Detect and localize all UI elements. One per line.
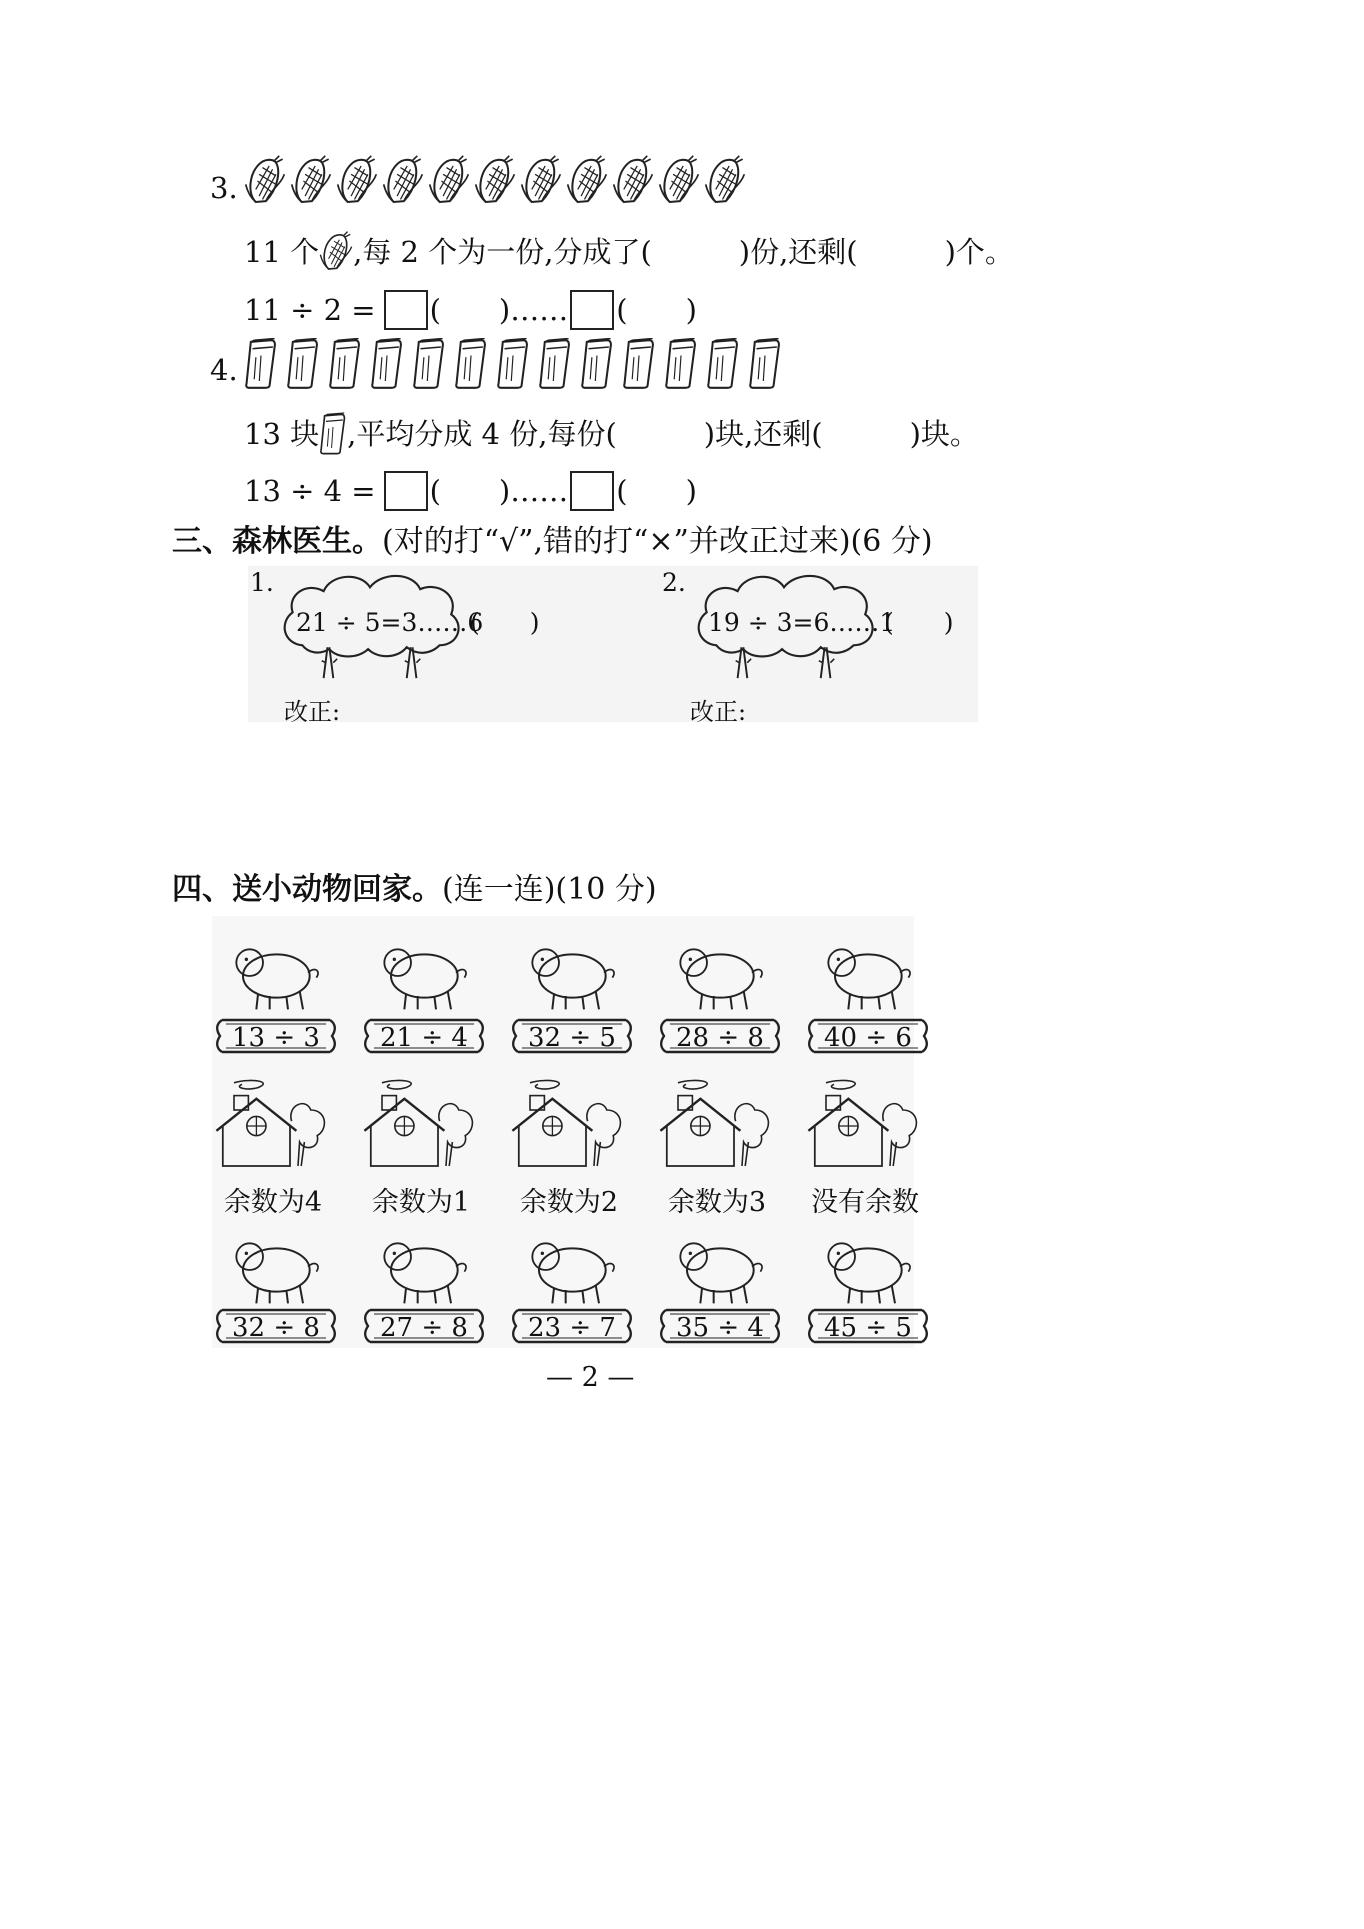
- expression-plaque[interactable]: [510, 1016, 634, 1056]
- equation: [244, 471, 697, 511]
- division-expression: 21 ÷ 5=3……6: [296, 608, 484, 637]
- house-icon: [654, 1078, 774, 1174]
- corn-icon: [612, 155, 654, 207]
- division-expression: 19 ÷ 3=6……1: [708, 608, 896, 637]
- division-expression: 27 ÷ 8: [380, 1313, 468, 1343]
- eraser-icon: [370, 338, 404, 390]
- question-number: 3.: [210, 171, 238, 205]
- corn-icon: [658, 155, 700, 207]
- expression-plaque[interactable]: [362, 1016, 486, 1056]
- division-expression: 21 ÷ 4: [380, 1023, 468, 1053]
- division-expression: 32 ÷ 5: [528, 1023, 616, 1053]
- corn-icon: [244, 155, 286, 207]
- judge-paren[interactable]: ( ): [884, 608, 954, 637]
- eraser-icon: [664, 338, 698, 390]
- equation: [244, 290, 697, 330]
- section-subtitle: (连一连)(10 分): [442, 872, 657, 907]
- house-label: 余数为1: [371, 1187, 471, 1218]
- eraser-icon: [244, 338, 278, 390]
- expression-plaque[interactable]: [658, 1306, 782, 1346]
- corn-icon: [520, 155, 562, 207]
- equation-left: 11 ÷ 2 =: [244, 292, 376, 327]
- eraser-icon: [580, 338, 614, 390]
- eraser-icon: [706, 338, 740, 390]
- eraser-icon: [622, 338, 656, 390]
- remainder-dots: ……: [510, 473, 569, 508]
- section-title: 四、送小动物回家。: [172, 872, 442, 907]
- question-text-post: ,每 2 个为一份,分成了( )份,还剩( )个。: [353, 234, 1014, 269]
- house-icon: [210, 1078, 330, 1174]
- division-expression: 13 ÷ 3: [232, 1023, 320, 1053]
- section-subtitle: (对的打“√”,错的打“×”并改正过来)(6 分): [382, 524, 933, 559]
- horse-icon: [672, 1222, 772, 1308]
- corn-icon: [566, 155, 608, 207]
- correction-label: 改正:: [690, 698, 747, 726]
- division-expression: 23 ÷ 7: [528, 1313, 616, 1343]
- expression-plaque[interactable]: [510, 1306, 634, 1346]
- monkey-icon: [672, 928, 772, 1014]
- corn-icon: [428, 155, 470, 207]
- item-number: 2.: [662, 568, 686, 597]
- remainder-box[interactable]: [570, 290, 614, 330]
- house-icon: [802, 1078, 922, 1174]
- deer-icon: [820, 928, 920, 1014]
- judge-paren[interactable]: ( ): [470, 608, 540, 637]
- division-expression: 35 ÷ 4: [676, 1313, 764, 1343]
- question-text: [244, 411, 979, 457]
- house-icon: [358, 1078, 478, 1174]
- remainder-unit: ( ): [616, 292, 697, 327]
- remainder-unit: ( ): [616, 473, 697, 508]
- expression-plaque[interactable]: [214, 1016, 338, 1056]
- division-expression: 32 ÷ 8: [232, 1313, 320, 1343]
- question-text-post: ,平均分成 4 份,每份( )块,还剩( )块。: [347, 416, 979, 451]
- corn-row: [244, 155, 750, 207]
- house-icon: [506, 1078, 626, 1174]
- section-title: 三、森林医生。: [172, 524, 382, 559]
- corn-icon: [319, 230, 353, 274]
- eraser-icon: [319, 411, 347, 457]
- section-heading: [172, 524, 933, 559]
- division-expression: 45 ÷ 5: [824, 1313, 912, 1343]
- expression-plaque[interactable]: [362, 1306, 486, 1346]
- quotient-box[interactable]: [384, 471, 428, 511]
- eraser-icon: [286, 338, 320, 390]
- hedgehog-icon: [820, 1222, 920, 1308]
- eraser-row: [244, 338, 790, 390]
- corn-icon: [474, 155, 516, 207]
- eraser-icon: [748, 338, 782, 390]
- equation-left: 13 ÷ 4 =: [244, 473, 376, 508]
- quotient-unit: ( ): [429, 473, 511, 508]
- section-heading: [172, 872, 657, 907]
- division-expression: 28 ÷ 8: [676, 1023, 764, 1053]
- corn-icon: [336, 155, 378, 207]
- pig-icon: [228, 928, 328, 1014]
- remainder-dots: ……: [510, 292, 569, 327]
- eraser-icon: [454, 338, 488, 390]
- quotient-box[interactable]: [384, 290, 428, 330]
- question-text-pre: 13 块: [244, 416, 320, 451]
- house-label: 余数为3: [667, 1187, 767, 1218]
- eraser-icon: [538, 338, 572, 390]
- house-label: 没有余数: [811, 1187, 919, 1218]
- expression-plaque[interactable]: [806, 1306, 930, 1346]
- cat-icon: [524, 928, 624, 1014]
- division-expression: 40 ÷ 6: [824, 1023, 912, 1053]
- house-label: 余数为4: [223, 1187, 323, 1218]
- dragonfly-icon: [376, 928, 476, 1014]
- correction-label: 改正:: [284, 698, 341, 726]
- question-text-pre: 11 个: [244, 234, 320, 269]
- question-number: 4.: [210, 353, 238, 387]
- question-text: [244, 230, 1014, 274]
- expression-plaque[interactable]: [806, 1016, 930, 1056]
- eraser-icon: [496, 338, 530, 390]
- item-number: 1.: [250, 568, 274, 597]
- eraser-icon: [412, 338, 446, 390]
- quotient-unit: ( ): [429, 292, 511, 327]
- corn-icon: [290, 155, 332, 207]
- expression-plaque[interactable]: [214, 1306, 338, 1346]
- corn-icon: [704, 155, 746, 207]
- squirrel-icon: [524, 1222, 624, 1308]
- remainder-box[interactable]: [570, 471, 614, 511]
- mouse-icon: [376, 1222, 476, 1308]
- eraser-icon: [328, 338, 362, 390]
- page-number: — 2 —: [546, 1362, 635, 1393]
- expression-plaque[interactable]: [658, 1016, 782, 1056]
- house-label: 余数为2: [519, 1187, 619, 1218]
- corn-icon: [382, 155, 424, 207]
- elephant-icon: [228, 1222, 328, 1308]
